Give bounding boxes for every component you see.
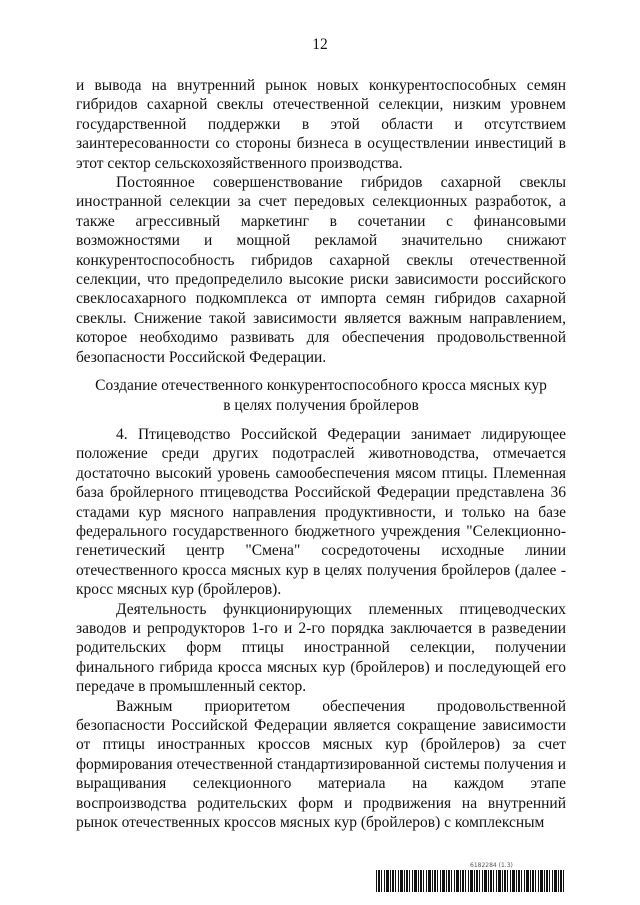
page-number: 12: [312, 36, 328, 53]
paragraph: Постоянное совершенствование гибридов сахарной свеклы иностранной селекции за счет передовых селекционных разработок, а также агрессивный маркетинг в сочетании с финансовыми возможностями и мощной рекламой значительно снижают конкурентоспособность гибридов сахарной свеклы отечественной селекции, что предопределило высокие риски зависимости российского свеклосахарного подкомплекса от импорта семян гибридов сахарной свеклы. Снижение такой зависимости является важным направлением, которое необходимо развивать для обеспечения продовольственной безопасности Российской Федерации.: [76, 174, 566, 366]
paragraph: Деятельность функционирующих племенных птицеводческих заводов и репродукторов 1-го и 2-го порядка заключается в разведении родительских форм птицы иностранной селекции, получении финального гибрида кросса мясных кур (бройлеров) и последующей его передаче в промышленный сектор.: [76, 600, 566, 696]
document-body: [76, 76, 566, 832]
paragraph-continuation: и вывода на внутренний рынок новых конкурентоспособных семян гибридов сахарной свеклы отечественной селекции, низким уровнем государственной поддержки в этой области и отсутствием заинтересованности со стороны бизнеса в осуществлении инвестиций в этот сектор сельскохозяйственного производства.: [76, 77, 566, 172]
document-code: 6182284 (1.3): [470, 862, 513, 869]
paragraph: 4. Птицеводство Российской Федерации занимает лидирующее положение среди других подотраслей животноводства, отмечается достаточно высокий уровень самообеспечения мясом птицы. Племенная база бройлерного птицеводства Российской Федерации представлена 36 стадами кур мясного направления продуктивности, и только на базе федерального государственного бюджетного учреждения "Селекционно-генетический центр "Смена" сосредоточены исходные линии отечественного кросса мясных кур в целях получения бройлеров (далее - кросс мясных кур (бройлеров).: [76, 425, 566, 599]
barcode-icon: [376, 870, 566, 892]
section-heading-line: Создание отечественного конкурентоспособного кросса мясных кур: [95, 377, 547, 395]
section-heading: [76, 376, 566, 415]
section-heading-line: в целях получения бройлеров: [223, 396, 419, 414]
paragraph: Важным приоритетом обеспечения продовольственной безопасности Российской Федерации является сокращение зависимости от птицы иностранных кроссов мясных кур (бройлеров) за счет формирования отечественной стандартизированной системы получения и выращивания селекционного материала на каждом этапе воспроизводства родительских форм и продвижения на внутренний рынок отечественных кроссов мясных кур (бройлеров) с комплексным: [76, 697, 566, 832]
